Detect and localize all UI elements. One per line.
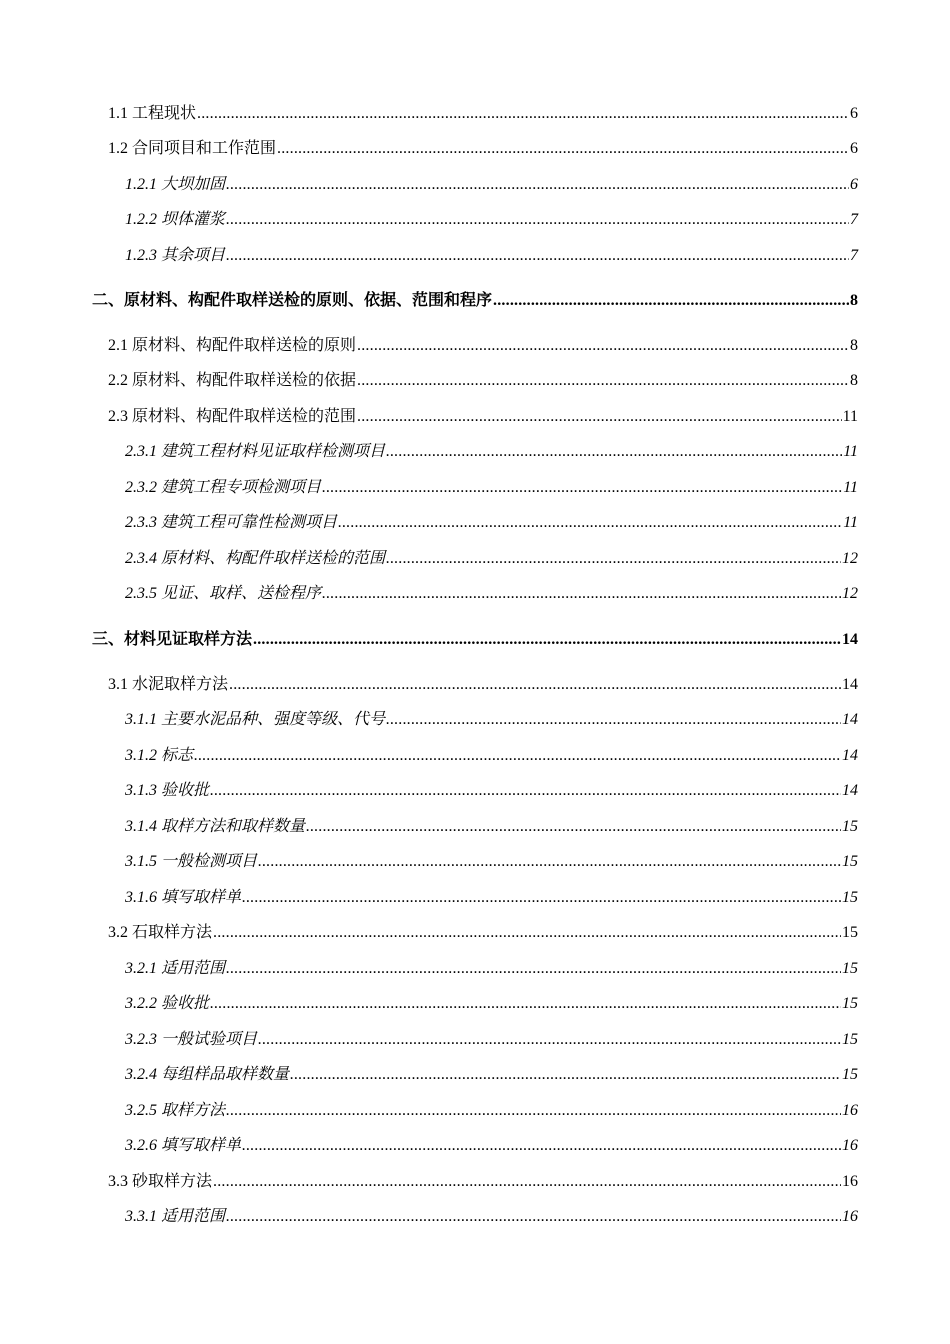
toc-entry[interactable]: [108, 919, 858, 943]
toc-dot-leader: [338, 513, 842, 533]
toc-entry[interactable]: [108, 135, 858, 159]
toc-entry[interactable]: [125, 171, 858, 195]
toc-dot-leader: [357, 371, 849, 391]
toc-entry[interactable]: [125, 706, 858, 730]
toc-entry-page-number: 15: [842, 960, 858, 977]
toc-dot-leader: [258, 852, 841, 872]
toc-dot-leader: [290, 1065, 841, 1085]
toc-entry-page-number: 15: [842, 1031, 858, 1048]
toc-entry-title: 2.3.3 建筑工程可靠性检测项目: [125, 514, 338, 531]
toc-entry-title: 三、材料见证取样方法: [92, 631, 253, 648]
toc-entry-title: 1.1 工程现状: [108, 105, 197, 122]
toc-dot-leader: [213, 923, 841, 943]
toc-dot-leader: [386, 442, 842, 462]
toc-entry-page-number: 15: [842, 1066, 858, 1083]
toc-dot-leader: [258, 1030, 841, 1050]
toc-entry-page-number: 16: [842, 1102, 858, 1119]
toc-entry[interactable]: [125, 1026, 858, 1050]
toc-entry[interactable]: [125, 1061, 858, 1085]
toc-dot-leader: [242, 1136, 841, 1156]
toc-dot-leader: [213, 1172, 841, 1192]
toc-entry[interactable]: [125, 1132, 858, 1156]
toc-entry-page-number: 14: [842, 747, 858, 764]
toc-entry-title: 2.3.4 原材料、构配件取样送检的范围: [125, 550, 386, 567]
toc-entry-title: 3.2.5 取样方法: [125, 1102, 226, 1119]
toc-dot-leader: [229, 675, 841, 695]
toc-dot-leader: [386, 549, 841, 569]
toc-entry-title: 3.2.3 一般试验项目: [125, 1031, 258, 1048]
toc-entry-page-number: 11: [843, 443, 858, 460]
toc-entry[interactable]: [125, 545, 858, 569]
toc-entry[interactable]: [125, 1097, 858, 1121]
toc-entry[interactable]: [125, 206, 858, 230]
toc-entry-page-number: 8: [850, 337, 858, 354]
toc-entry-page-number: 15: [842, 853, 858, 870]
toc-entry[interactable]: [125, 990, 858, 1014]
toc-entry-title: 2.2 原材料、构配件取样送检的依据: [108, 372, 357, 389]
toc-entry[interactable]: [108, 1168, 858, 1192]
toc-entry-page-number: 15: [842, 995, 858, 1012]
toc-entry-title: 2.3 原材料、构配件取样送检的范围: [108, 408, 357, 425]
toc-entry[interactable]: [108, 367, 858, 391]
toc-entry-title: 3.1.1 主要水泥品种、强度等级、代号: [125, 711, 386, 728]
toc-entry[interactable]: [92, 287, 858, 311]
toc-entry-page-number: 14: [842, 711, 858, 728]
toc-entry-page-number: 7: [850, 247, 858, 264]
toc-entry[interactable]: [125, 813, 858, 837]
toc-dot-leader: [357, 407, 842, 427]
toc-entry-page-number: 15: [842, 924, 858, 941]
toc-entry-page-number: 15: [842, 818, 858, 835]
toc-entry-title: 1.2.3 其余项目: [125, 247, 226, 264]
toc-entry-page-number: 16: [842, 1137, 858, 1154]
toc-entry[interactable]: [125, 438, 858, 462]
toc-dot-leader: [226, 959, 841, 979]
toc-dot-leader: [386, 710, 841, 730]
toc-entry-title: 2.3.5 见证、取样、送检程序: [125, 585, 322, 602]
toc-entry[interactable]: [125, 884, 858, 908]
toc-entry[interactable]: [108, 671, 858, 695]
toc-entry-page-number: 15: [842, 889, 858, 906]
toc-dot-leader: [226, 1207, 841, 1227]
toc-entry[interactable]: [125, 848, 858, 872]
toc-entry-title: 1.2 合同项目和工作范围: [108, 140, 277, 157]
toc-dot-leader: [210, 781, 841, 801]
toc-entry-title: 3.1.3 验收批: [125, 782, 210, 799]
toc-entry-title: 3.1.5 一般检测项目: [125, 853, 258, 870]
toc-entry-page-number: 16: [842, 1208, 858, 1225]
toc-entry-page-number: 12: [842, 585, 858, 602]
toc-entry[interactable]: [125, 509, 858, 533]
toc-entry[interactable]: [108, 332, 858, 356]
toc-entry-title: 3.1.2 标志: [125, 747, 194, 764]
toc-entry-page-number: 16: [842, 1173, 858, 1190]
toc-entry-page-number: 6: [850, 176, 858, 193]
toc-entry[interactable]: [108, 100, 858, 124]
toc-entry[interactable]: [108, 403, 858, 427]
toc-dot-leader: [322, 584, 841, 604]
toc-dot-leader: [242, 888, 841, 908]
toc-entry-title: 3.2.4 每组样品取样数量: [125, 1066, 290, 1083]
toc-entry-page-number: 7: [850, 211, 858, 228]
toc-entry-title: 2.3.1 建筑工程材料见证取样检测项目: [125, 443, 386, 460]
toc-dot-leader: [277, 139, 849, 159]
toc-dot-leader: [226, 210, 849, 230]
toc-entry-title: 3.1 水泥取样方法: [108, 676, 229, 693]
toc-entry[interactable]: [92, 626, 858, 650]
toc-entry-title: 二、原材料、构配件取样送检的原则、依据、范围和程序: [92, 292, 493, 309]
toc-entry-title: 3.1.6 填写取样单: [125, 889, 242, 906]
toc-dot-leader: [322, 478, 842, 498]
toc-dot-leader: [197, 104, 849, 124]
toc-dot-leader: [306, 817, 841, 837]
toc-entry-title: 3.2.6 填写取样单: [125, 1137, 242, 1154]
toc-dot-leader: [493, 291, 849, 311]
toc-entry-title: 2.1 原材料、构配件取样送检的原则: [108, 337, 357, 354]
toc-entry-title: 2.3.2 建筑工程专项检测项目: [125, 479, 322, 496]
toc-entry[interactable]: [125, 580, 858, 604]
toc-entry[interactable]: [125, 242, 858, 266]
toc-dot-leader: [357, 336, 849, 356]
toc-entry-page-number: 12: [842, 550, 858, 567]
toc-entry-page-number: 14: [842, 676, 858, 693]
toc-entry-page-number: 11: [842, 408, 858, 425]
toc-dot-leader: [226, 175, 849, 195]
toc-dot-leader: [226, 246, 849, 266]
toc-dot-leader: [226, 1101, 841, 1121]
toc-entry[interactable]: [125, 474, 858, 498]
toc-entry-page-number: 6: [850, 105, 858, 122]
toc-entry-page-number: 8: [850, 372, 858, 389]
toc-entry-title: 3.3 砂取样方法: [108, 1173, 213, 1190]
toc-entry-page-number: 8: [850, 292, 858, 309]
toc-dot-leader: [253, 630, 841, 650]
toc-dot-leader: [210, 994, 841, 1014]
toc-entry-title: 1.2.2 坝体灌浆: [125, 211, 226, 228]
toc-entry-title: 3.2.2 验收批: [125, 995, 210, 1012]
toc-entry-page-number: 11: [843, 514, 858, 531]
toc-entry[interactable]: [125, 742, 858, 766]
toc-entry-title: 3.2.1 适用范围: [125, 960, 226, 977]
toc-entry-page-number: 11: [843, 479, 858, 496]
toc-entry-page-number: 14: [842, 631, 858, 648]
toc-entry-page-number: 14: [842, 782, 858, 799]
toc-entry[interactable]: [125, 955, 858, 979]
toc-entry[interactable]: [125, 777, 858, 801]
toc-entry-title: 1.2.1 大坝加固: [125, 176, 226, 193]
toc-dot-leader: [194, 746, 841, 766]
toc-entry-title: 3.1.4 取样方法和取样数量: [125, 818, 306, 835]
toc-entry-title: 3.3.1 适用范围: [125, 1208, 226, 1225]
toc-entry[interactable]: [125, 1203, 858, 1227]
toc-entry-page-number: 6: [850, 140, 858, 157]
toc-entry-title: 3.2 石取样方法: [108, 924, 213, 941]
